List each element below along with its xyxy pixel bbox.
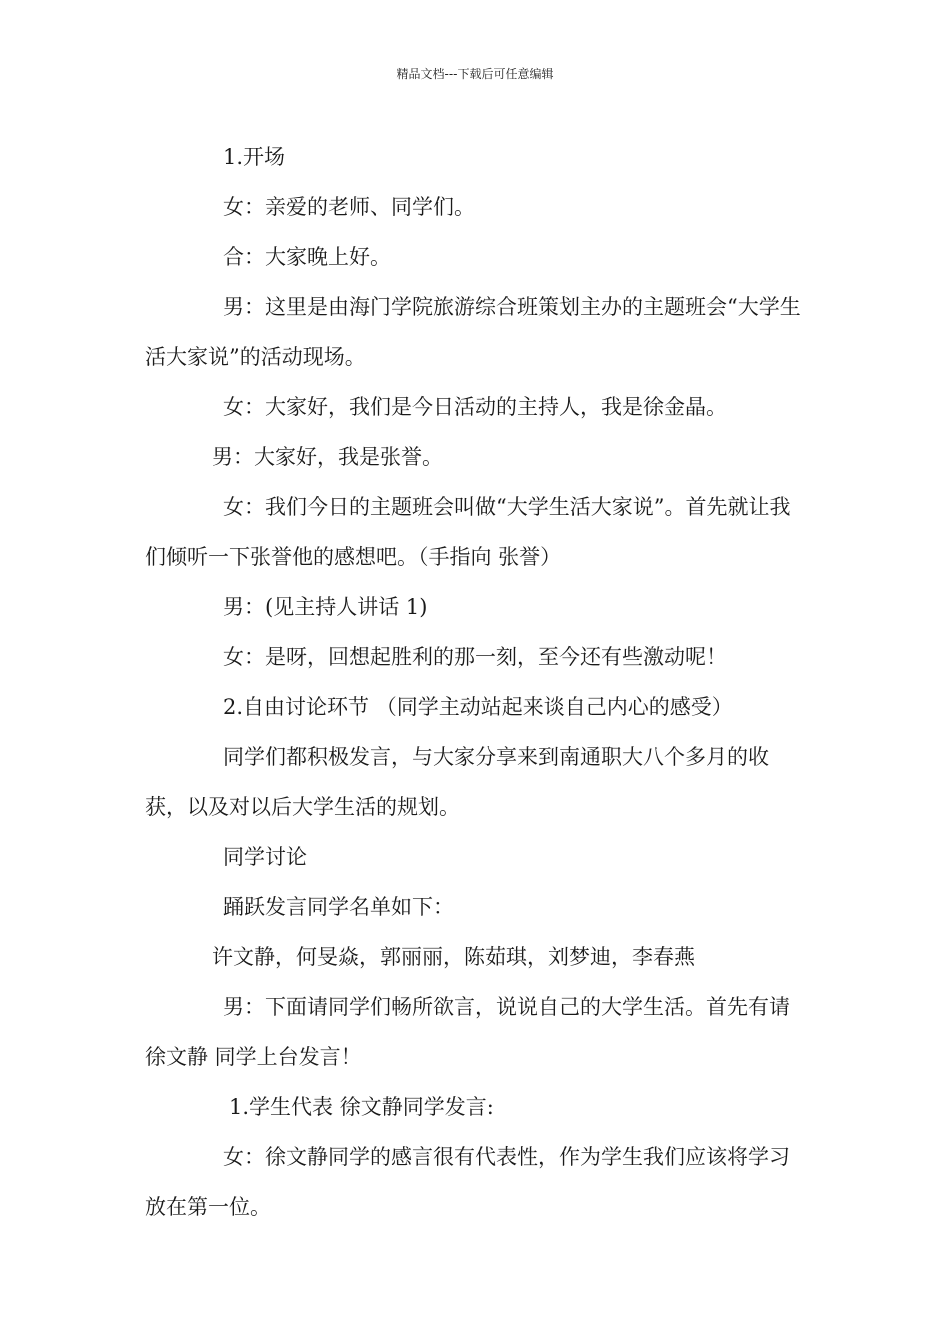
dialogue-line: 女：亲爱的老师、同学们。 bbox=[223, 195, 475, 219]
speaker-name-list: 许文静，何旻焱，郭丽丽，陈茹琪，刘梦迪，李春燕 bbox=[212, 945, 695, 969]
dialogue-line: 男：下面请同学们畅所欲言，说说自己的大学生活。首先有请徐文静 同学上台发言！ bbox=[145, 995, 790, 1069]
section-heading-opening: 1.开场 bbox=[223, 145, 286, 169]
page-header: 精品文档---下载后可任意编辑 bbox=[396, 67, 554, 81]
section-heading-discussion: 2.自由讨论环节 （同学主动站起来谈自己内心的感受） bbox=[223, 695, 733, 719]
body-paragraph: 同学们都积极发言，与大家分享来到南通职大八个多月的收获，以及对以后大学生活的规划。 bbox=[145, 745, 769, 819]
body-paragraph: 踊跃发言同学名单如下： bbox=[223, 895, 454, 919]
body-paragraph: 同学讨论 bbox=[223, 845, 307, 869]
document-body bbox=[145, 132, 810, 1232]
list-item: 1.学生代表 徐文静同学发言: bbox=[229, 1095, 494, 1119]
dialogue-line: 女：徐文静同学的感言很有代表性，作为学生我们应该将学习放在第一位。 bbox=[145, 1145, 790, 1219]
dialogue-line: 合：大家晚上好。 bbox=[223, 245, 391, 269]
dialogue-line: 男：(见主持人讲话 1) bbox=[223, 595, 428, 619]
dialogue-line: 男：这里是由海门学院旅游综合班策划主办的主题班会“大学生活大家说”的活动现场。 bbox=[145, 295, 801, 369]
dialogue-line: 男：大家好，我是张誉。 bbox=[212, 445, 443, 469]
dialogue-line: 女：大家好，我们是今日活动的主持人，我是徐金晶。 bbox=[223, 395, 727, 419]
dialogue-line: 女：是呀，回想起胜利的那一刻，至今还有些激动呢！ bbox=[223, 645, 727, 669]
dialogue-line: 女：我们今日的主题班会叫做“大学生活大家说”。首先就让我们倾听一下张誉他的感想吧。（手指向 张誉） bbox=[145, 495, 791, 569]
